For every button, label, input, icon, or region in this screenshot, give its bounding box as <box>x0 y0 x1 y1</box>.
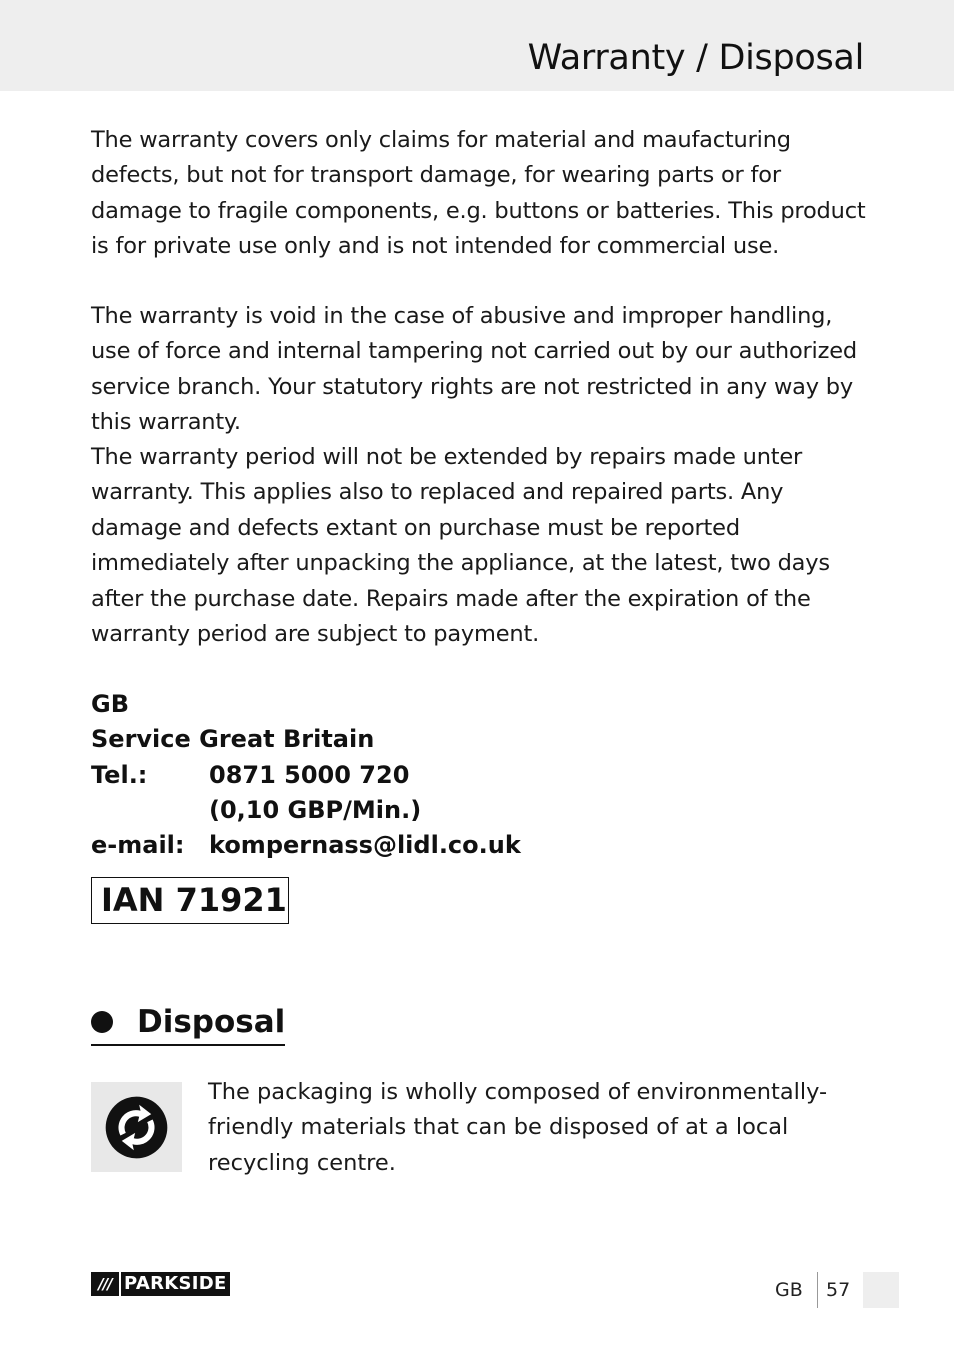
warranty-paragraph-1: The warranty covers only claims for material and maufacturing defects, but not for transport damage, for wearing parts or for damage to fragile components, e.g. buttons or batteries. This product is for private use only and is not intended for commercial use. <box>91 127 866 260</box>
footer-tab <box>863 1272 899 1308</box>
ian-box: IAN 71921 <box>91 877 289 924</box>
tel-number: 0871 5000 720 <box>209 760 410 789</box>
warranty-paragraph-2: The warranty is void in the case of abusive and improper handling, use of force and internal tampering not carried out by our authorized service branch. Your statutory rights are not restricted in any way by this warranty. <box>91 303 857 436</box>
bullet-icon <box>91 1011 113 1033</box>
recycling-arrows-icon <box>103 1094 170 1161</box>
page-title: Warranty / Disposal <box>527 38 864 78</box>
brand-slashes: /// <box>91 1272 119 1296</box>
tel-rate: (0,10 GBP/Min.) <box>209 795 422 824</box>
disposal-heading-text: Disposal <box>137 1004 286 1040</box>
footer-divider <box>817 1272 818 1308</box>
disposal-text: The packaging is wholly composed of environmentally-friendly materials that can be disposed of at a local recycling centre. <box>208 1079 828 1176</box>
disposal-heading <box>91 1000 285 1046</box>
parkside-logo <box>91 1272 230 1296</box>
service-name: Service Great Britain <box>91 725 375 754</box>
warranty-paragraph-3: The warranty period will not be extended by repairs made unter warranty. This applies also to replaced and repaired parts. Any damage and defects extant on purchase must be reported immediately after unpacking the appliance, at the latest, two days after the purchase date. Repairs made after the expiration of the warranty period are subject to payment. <box>91 444 830 648</box>
tel-rate-row <box>91 793 521 828</box>
service-country: GB <box>91 690 129 718</box>
tel-row <box>91 758 521 793</box>
footer-language: GB <box>775 1279 803 1301</box>
tel-label: Tel.: <box>91 760 148 789</box>
email-label: e-mail: <box>91 831 185 860</box>
green-dot-recycling-icon <box>91 1082 182 1172</box>
email-row <box>91 828 521 863</box>
email-address: kompernass@lidl.co.uk <box>209 831 521 860</box>
page-number: 57 <box>826 1279 851 1301</box>
service-contact-block <box>91 687 521 863</box>
brand-name: PARKSIDE <box>121 1272 230 1296</box>
